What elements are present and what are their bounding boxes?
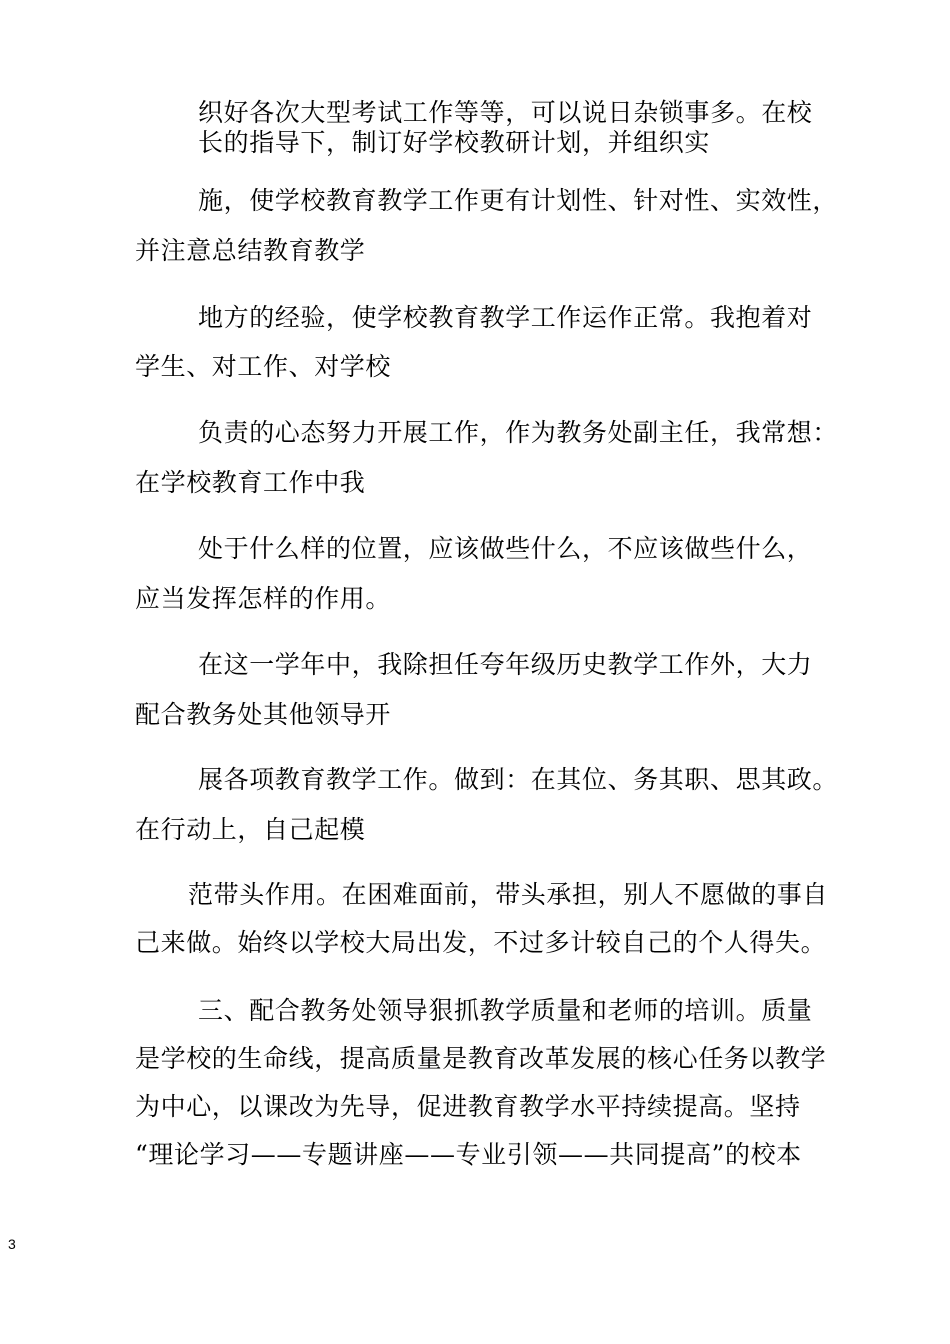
text-line: 处于什么样的位置，应该做些什么，不应该做些什么， [198,534,813,563]
text-line: 己来做。始终以学校大局出发，不过多计较自己的个人得失。 [135,928,827,957]
text-line: 应当发挥怎样的作用。 [135,584,392,613]
text-line: 在行动上，自己起模 [135,815,366,844]
text-line: 为中心，以课改为先导，促进教育教学水平持续提高。坚持 [135,1092,801,1121]
text-line: 并注意总结教育教学 [135,236,366,265]
text-line: 负责的心态努力开展工作，作为教务处副主任，我常想： [198,418,839,447]
text-line: 学生、对工作、对学校 [135,352,392,381]
text-line: 地方的经验，使学校教育教学工作运作正常。我抱着对 [198,303,813,332]
page-number: 3 [8,1236,16,1252]
text-line: 三、配合教务处领导狠抓教学质量和老师的培训。质量 [198,996,813,1025]
text-line: 展各项教育教学工作。做到：在其位、务其职、思其政。 [198,765,839,794]
text-line: 在学校教育工作中我 [135,468,366,497]
text-line: 是学校的生命线，提高质量是教育改革发展的核心任务以教学 [135,1044,827,1073]
text-line: 长的指导下，制订好学校教研计划，并组织实 [198,128,711,157]
text-line: 施，使学校教育教学工作更有计划性、针对性、实效性， [198,186,839,215]
text-line: 范带头作用。在困难面前，带头承担，别人不愿做的事自 [188,880,829,909]
text-line: 在这一学年中，我除担任夸年级历史教学工作外，大力 [198,650,813,679]
text-line: “理论学习——专题讲座——专业引领——共同提高”的校本 [135,1140,802,1169]
text-line: 织好各次大型考试工作等等，可以说日杂锁事多。在校 [198,98,813,127]
text-line: 配合教务处其他领导开 [135,700,392,729]
